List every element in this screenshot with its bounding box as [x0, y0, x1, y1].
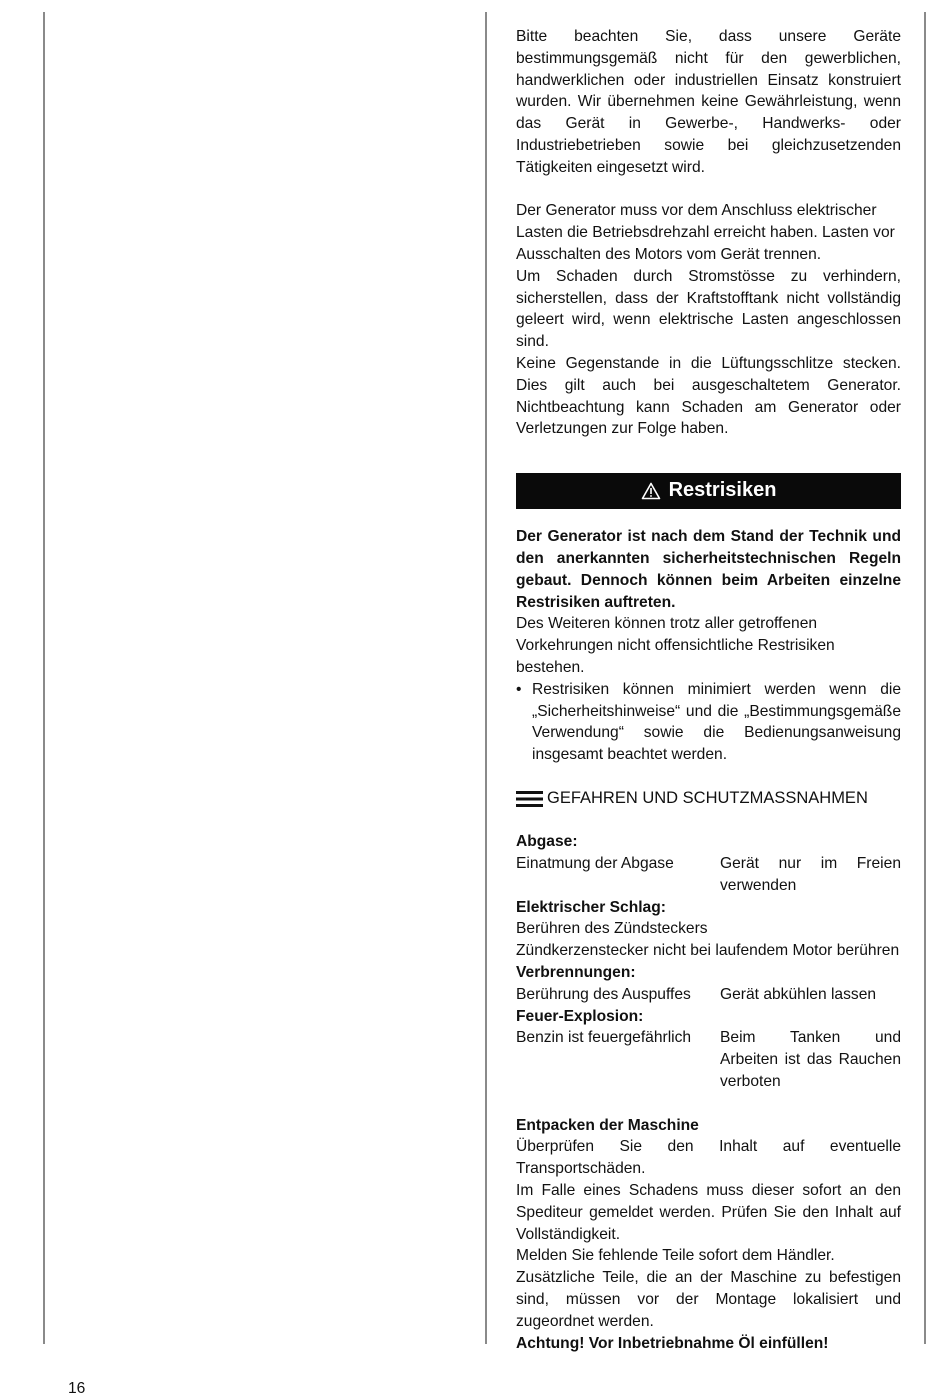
hazard-row	[516, 984, 901, 1006]
page-number: 16	[68, 1380, 86, 1397]
entpacken-title: Entpacken der Maschine	[516, 1116, 699, 1134]
intro-paragraph-2: Der Generator muss vor dem Anschluss elektrischer Lasten die Betriebsdrehzahl erreicht haben. Lasten vor Ausschalten des Motors vom Gerät trennen.	[516, 202, 895, 263]
intro-paragraph-1: Bitte beachten Sie, dass unsere Geräte bestimmungsgemäß nicht für den gewerblichen, handwerklichen oder industriellen Einsatz konstruiert wurden. Wir übernehmen keine Gewährleistung, wenn das Gerät in Gewerbe-, Handwerks- oder Industriebetrieben sowie bei gleichzusetzenden Tätigkeiten eingesetzt wird.	[516, 28, 901, 176]
intro-paragraph-4: Keine Gegenstande in die Lüftungsschlitze stecken. Dies gilt auch bei ausgeschaltetem Generator. Nichtbeachtung kann Schaden am Generator oder Verletzungen zur Folge haben.	[516, 354, 901, 438]
restrisiken-bullet-text: Restrisiken können minimiert werden wenn die „Sicherheitshinweise“ und die „Bestimmungsgemäße Verwendung“ sowie die Bedienungsanweisung insgesamt beachtet werden.	[532, 680, 901, 764]
left-margin-rule	[43, 12, 45, 1344]
measure-text: Gerät nur im Freien verwenden	[720, 855, 901, 894]
entpacken-paragraph-4: Zusätzliche Teile, die an der Maschine zu befestigen sind, müssen vor der Montage lokalisiert und zugeordnet werden.	[516, 1269, 901, 1330]
gefahren-heading	[516, 788, 901, 810]
feuer-label: Feuer-Explosion:	[516, 1007, 644, 1025]
list-lines-icon	[516, 790, 543, 808]
hazard-row	[516, 853, 901, 897]
measure-text: Gerät abkühlen lassen	[720, 985, 877, 1003]
restrisiken-text: Des Weiteren können trotz aller getroffenen Vorkehrungen nicht offensichtliche Restrisiken bestehen.	[516, 615, 835, 676]
abgase-label: Abgase:	[516, 833, 578, 851]
intro-paragraph-3: Um Schaden durch Stromstösse zu verhindern, sicherstellen, dass der Kraftstofftank nicht vollständig geleert wird, wenn elektrische Lasten angeschlossen sind.	[516, 267, 901, 351]
hazard-row	[516, 1027, 901, 1092]
schlag-label: Elektrischer Schlag:	[516, 898, 666, 916]
restrisiken-bold-text: Der Generator ist nach dem Stand der Technik und den anerkannten sicherheitstechnischen Regeln gebaut. Dennoch können beim Arbeiten einzelne Restrisiken auftreten.	[516, 528, 901, 611]
gefahren-heading-text: GEFAHREN UND SCHUTZMASSNAHMEN	[547, 788, 868, 807]
hazard-text: Berühren des Zündsteckers	[516, 920, 708, 938]
bullet-symbol: •	[516, 680, 522, 698]
measure-text: Zündkerzenstecker nicht bei laufendem Motor berühren	[516, 942, 900, 960]
restrisiken-banner	[516, 473, 901, 509]
column-divider-rule	[485, 12, 487, 1344]
entpacken-paragraph-3: Melden Sie fehlende Teile sofort dem Händler.	[516, 1247, 835, 1265]
restrisiken-bullet-item	[516, 679, 901, 766]
text-column	[516, 26, 901, 1354]
warning-triangle-icon	[641, 482, 661, 500]
measure-text: Beim Tanken und Arbeiten ist das Rauchen verboten	[720, 1029, 901, 1091]
hazard-text: Berührung des Auspuffes	[516, 985, 691, 1003]
hazard-text: Benzin ist feuergefährlich	[516, 1029, 692, 1047]
entpacken-paragraph-1: Überprüfen Sie den Inhalt auf eventuelle Transportschäden.	[516, 1138, 901, 1178]
entpacken-paragraph-2: Im Falle eines Schadens muss dieser sofort an den Spediteur gemeldet werden. Prüfen Sie den Inhalt auf Vollständigkeit.	[516, 1182, 901, 1243]
restrisiken-title: Restrisiken	[668, 479, 777, 502]
right-margin-rule	[924, 12, 926, 1344]
hazard-text: Einatmung der Abgase	[516, 855, 674, 873]
verbrennungen-label: Verbrennungen:	[516, 964, 636, 982]
oil-warning: Achtung! Vor Inbetriebnahme Öl einfüllen!	[516, 1334, 829, 1352]
